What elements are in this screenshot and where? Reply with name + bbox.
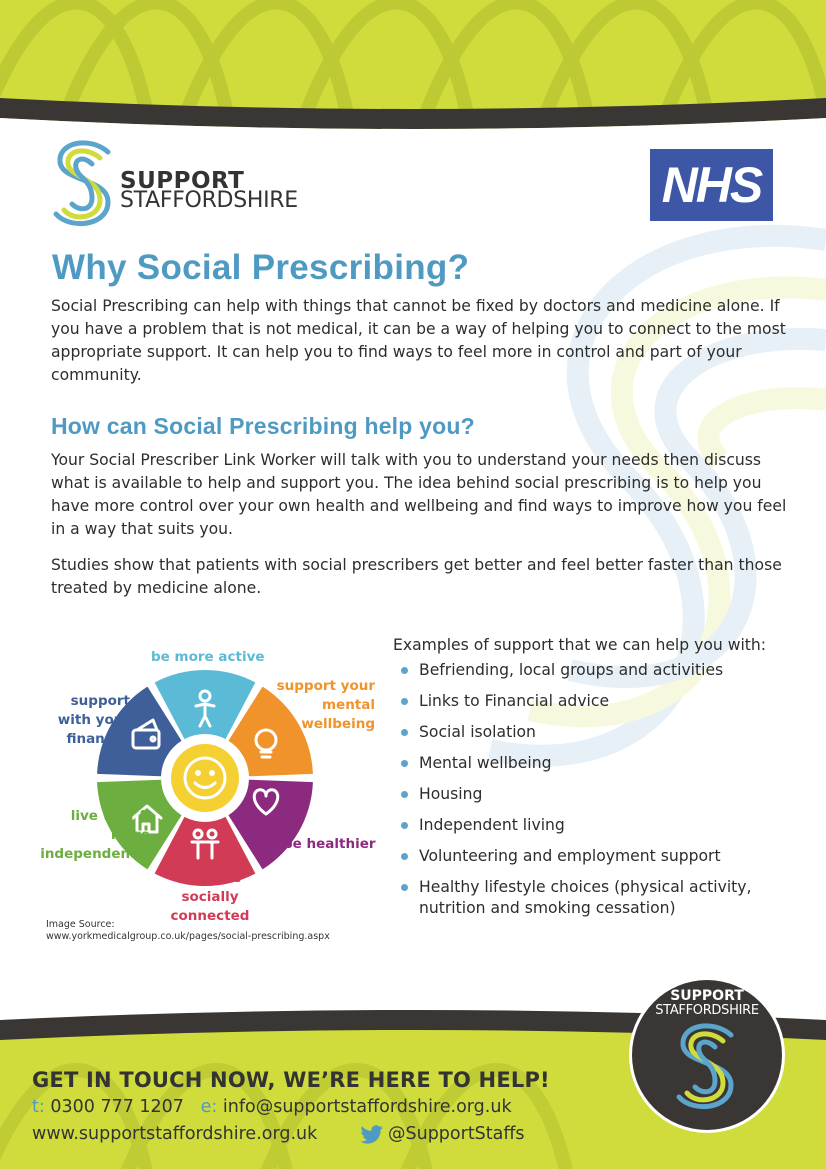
twitter-icon	[360, 1125, 384, 1145]
section-subtitle: How can Social Prescribing help you?	[51, 413, 475, 439]
examples-title: Examples of support that we can help you with:	[393, 636, 767, 654]
email-prefix: e:	[200, 1097, 218, 1117]
intro-paragraph: Social Prescribing can help with things that cannot be fixed by doctors and medicine alone. If you have a problem that is not medical, it can be a way of helping you to connect to the most appropriate support. It can help you to find ways to feel more in control and part of your community.	[51, 297, 786, 384]
list-item: Befriending, local groups and activities	[401, 660, 811, 681]
wheel-label-finances: support with your finances	[57, 693, 130, 747]
studies-paragraph: Studies show that patients with social prescribers get better and feel better faster than those treated by medicine alone.	[51, 556, 782, 597]
image-source-url: www.yorkmedicalgroup.co.uk/pages/social-prescribing.aspx	[46, 931, 330, 942]
wheel-label-active: be more active	[151, 649, 265, 665]
nhs-logo-text: NHS	[661, 157, 762, 213]
list-item: Volunteering and employment support	[401, 846, 811, 867]
support-staffordshire-logo-icon	[50, 138, 118, 230]
email-address[interactable]: info@supportstaffordshire.org.uk	[222, 1097, 512, 1117]
examples-list	[401, 660, 811, 919]
wheel-label-live-well: live well & more independently	[40, 808, 150, 862]
website-link[interactable]: www.supportstaffordshire.org.uk	[32, 1124, 318, 1144]
image-source-credit	[46, 919, 330, 943]
help-paragraph: Your Social Prescriber Link Worker will talk with you to understand your needs then discuss what is available to help and support you. The idea behind social prescribing is to help you have more control over your own health and wellbeing and find ways to improve how you feel in a way that suits you.	[51, 451, 787, 538]
list-item: Links to Financial advice	[401, 691, 811, 712]
badge-text-staffordshire: STAFFORDSHIRE	[655, 1003, 759, 1018]
wheel-label-socially-connected: be more socially connected	[170, 870, 250, 924]
contact-phone-email	[32, 1097, 512, 1117]
header-band	[0, 0, 826, 140]
list-item: Healthy lifestyle choices (physical activity, nutrition and smoking cessation)	[401, 877, 811, 919]
phone-prefix: t:	[32, 1097, 45, 1117]
image-source-label: Image Source:	[46, 919, 115, 930]
logo-text-support: SUPPORT	[120, 168, 245, 194]
badge-text-support: SUPPORT	[670, 988, 744, 1004]
list-item: Mental wellbeing	[401, 753, 811, 774]
wheel-center	[171, 744, 239, 812]
list-item: Social isolation	[401, 722, 811, 743]
list-item: Housing	[401, 784, 811, 805]
list-item: Independent living	[401, 815, 811, 836]
wheel-label-mental-wellbeing: support your mental wellbeing	[276, 678, 375, 732]
twitter-handle[interactable]: @SupportStaffs	[388, 1124, 525, 1144]
contact-heading: GET IN TOUCH NOW, WE’RE HERE TO HELP!	[32, 1068, 550, 1092]
phone-number[interactable]: 0300 777 1207	[50, 1097, 184, 1117]
page-title: Why Social Prescribing?	[52, 248, 470, 287]
logo-text-staffordshire: STAFFORDSHIRE	[120, 188, 298, 213]
wheel-label-healthier: be healthier	[283, 836, 376, 852]
